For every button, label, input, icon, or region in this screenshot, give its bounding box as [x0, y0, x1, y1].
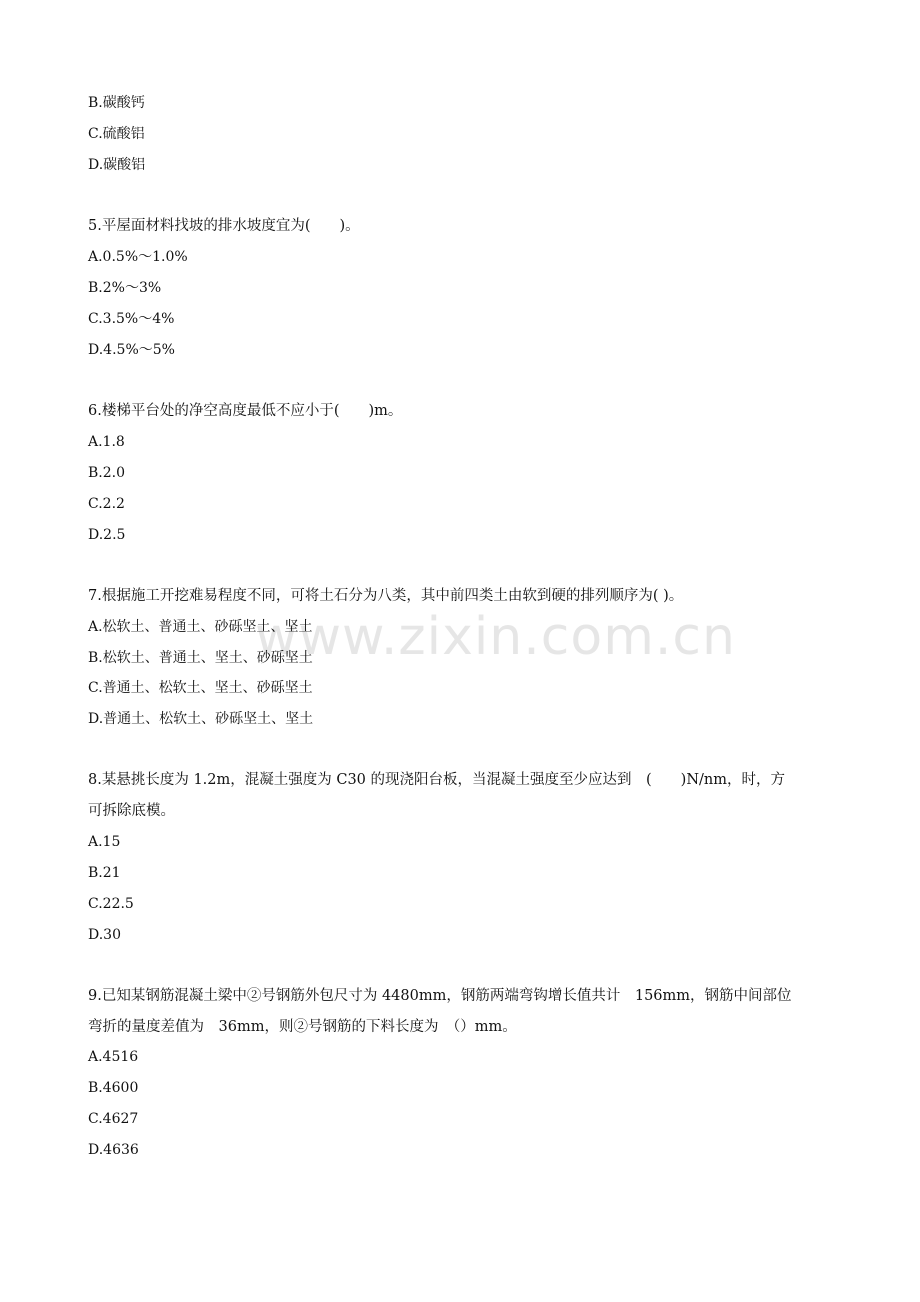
question-9-stem-cont: 弯折的量度差值为 36mm，则②号钢筋的下料长度为 （）mm。 [88, 1019, 517, 1035]
option-text: A.4516 [88, 1049, 139, 1065]
option-text: C.硫酸铝 [88, 126, 145, 142]
option-text: A.0.5%～1.0% [88, 249, 188, 265]
option-text: B.2.0 [88, 465, 126, 481]
question-7-stem: 7.根据施工开挖难易程度不同，可将土石分为八类，其中前四类土由软到硬的排列顺序为( )。 [88, 588, 684, 604]
option-text: D.4636 [88, 1142, 139, 1158]
option-text: A.15 [88, 834, 121, 850]
option-text: D.2.5 [88, 527, 126, 543]
option-text: B.碳酸钙 [88, 95, 145, 111]
option-text: A.1.8 [88, 434, 125, 450]
option-text: C.3.5%～4% [88, 311, 175, 327]
option-text: A.松软土、普通土、砂砾坚土、坚土 [88, 619, 313, 635]
option-text: B.21 [88, 865, 121, 881]
option-text: B.2%～3% [88, 280, 162, 296]
question-6-stem: 6.楼梯平台处的净空高度最低不应小于( )m。 [88, 403, 403, 419]
option-text: C.4627 [88, 1111, 139, 1127]
question-9-stem: 9.已知某钢筋混凝土梁中②号钢筋外包尺寸为 4480mm，钢筋两端弯钩增长值共计 156mm，钢筋中间部位 [88, 988, 792, 1004]
option-text: D.4.5%～5% [88, 342, 175, 358]
option-text: C.普通土、松软土、坚土、砂砾坚土 [88, 680, 313, 696]
option-text: C.2.2 [88, 496, 125, 512]
option-text: C.22.5 [88, 896, 134, 912]
question-8-stem-cont: 可拆除底模。 [88, 803, 175, 819]
option-text: D.30 [88, 927, 121, 943]
question-8-stem: 8.某悬挑长度为 1.2m，混凝土强度为 C30 的现浇阳台板，当混凝土强度至少应达到 ( )N/nm，时，方 [88, 772, 785, 788]
question-5-stem: 5.平屋面材料找坡的排水坡度宜为( )。 [88, 218, 360, 234]
watermark: www.zixin.com.cn [255, 607, 736, 667]
option-text: D.普通土、松软土、砂砾坚土、坚土 [88, 711, 314, 727]
option-text: D.碳酸铝 [88, 157, 146, 173]
option-text: B.4600 [88, 1080, 139, 1096]
option-text: B.松软土、普通土、坚土、砂砾坚土 [88, 650, 313, 666]
